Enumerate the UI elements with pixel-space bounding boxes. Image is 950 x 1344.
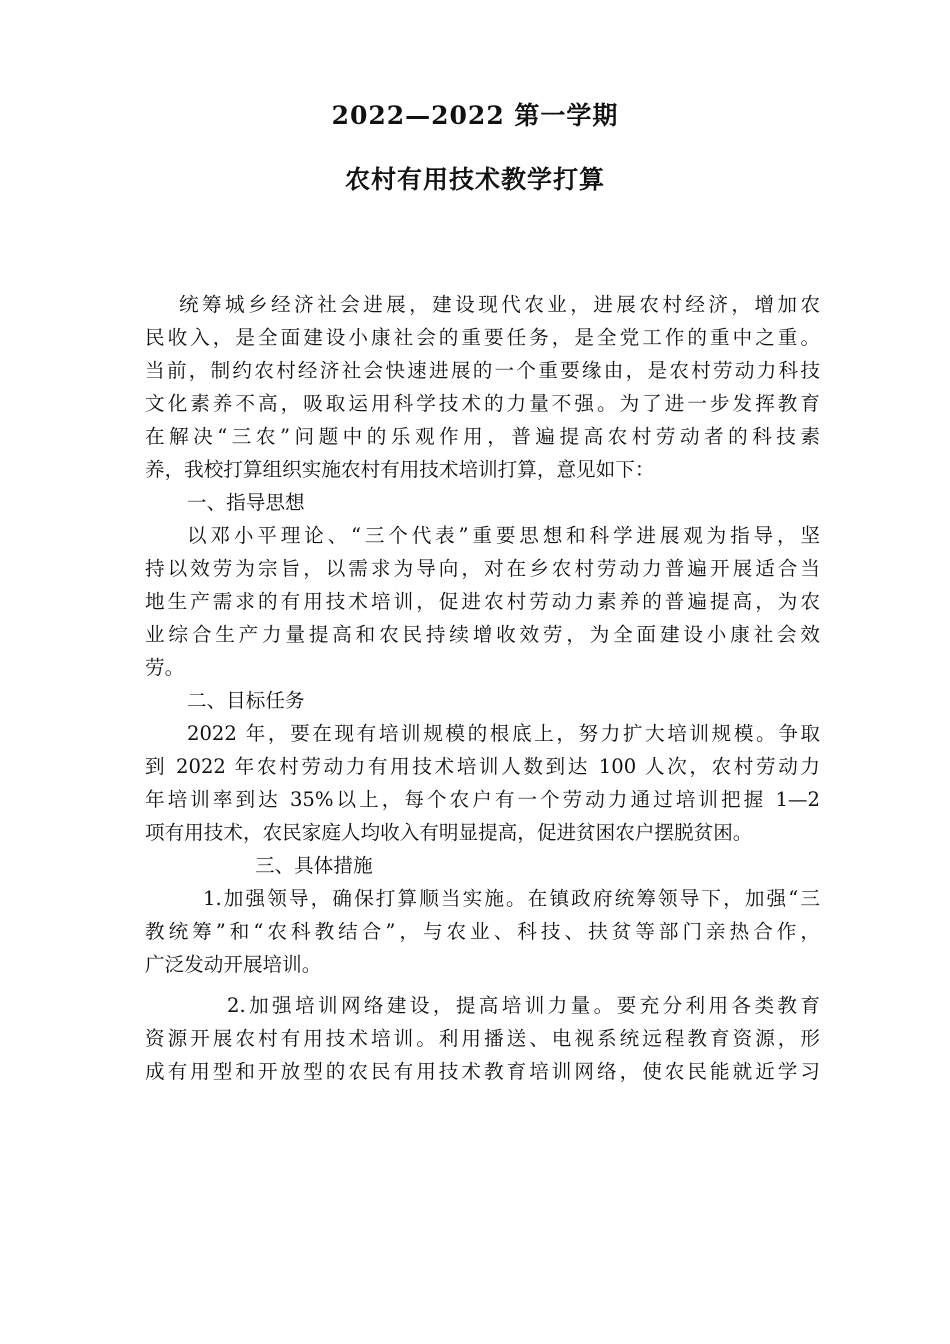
paragraph-line: 劳。 xyxy=(145,656,185,679)
document-title-plan: 农村有用技术教学打算 xyxy=(344,165,605,194)
paragraph-line: 资源开展农村有用技术培训。利用播送、电视系统远程教育资源，形 xyxy=(145,1027,820,1050)
paragraph-line: 文化素养不高，吸取运用科学技术的力量不强。为了进一步发挥教育 xyxy=(145,392,820,415)
paragraph-line: 养，我校打算组织实施农村有用技术培训打算，意见如下： xyxy=(145,458,655,481)
paragraph-line: 广泛发动开展培训。 xyxy=(145,953,322,976)
paragraph-line: 项有用技术，农民家庭人均收入有明显提高，促进贫困农户摆脱贫困。 xyxy=(145,821,753,844)
paragraph-line: 地生产需求的有用技术培训，促进农村劳动力素养的普遍提高，为农 xyxy=(145,590,820,613)
paragraph-line: 持以效劳为宗旨，以需求为导向，对在乡农村劳动力普遍开展适合当 xyxy=(145,557,820,580)
paragraph-line: 2.加强培训网络建设，提高培训力量。要充分利用各类教育 xyxy=(227,994,820,1017)
paragraph-line: 业综合生产力量提高和农民持续增收效劳，为全面建设小康社会效 xyxy=(145,623,820,646)
paragraph-line: 在解决“三农”问题中的乐观作用，普遍提高农村劳动者的科技素 xyxy=(145,425,820,448)
section-heading-goals: 二、目标任务 xyxy=(187,689,305,712)
section-heading-guiding-ideology: 一、指导思想 xyxy=(187,491,305,514)
paragraph-line: 2022 年，要在现有培训规模的根底上，努力扩大培训规模。争取 xyxy=(187,722,820,745)
paragraph-line: 年培训率到达 35%以上，每个农户有一个劳动力通过培训把握 1—2 xyxy=(145,788,820,811)
paragraph-line: 统筹城乡经济社会进展，建设现代农业，进展农村经济，增加农 xyxy=(179,293,820,316)
paragraph-line: 教统筹”和“农科教结合”，与农业、科技、扶贫等部门亲热合作， xyxy=(145,920,820,943)
paragraph-line: 成有用型和开放型的农民有用技术教育培训网络，使农民能就近学习 xyxy=(145,1060,820,1083)
section-heading-measures: 三、具体措施 xyxy=(255,854,373,877)
paragraph-line: 当前，制约农村经济社会快速进展的一个重要缘由，是农村劳动力科技 xyxy=(145,359,820,382)
document-body xyxy=(145,288,820,1088)
paragraph-line: 1.加强领导，确保打算顺当实施。在镇政府统筹领导下，加强“三 xyxy=(203,887,820,910)
paragraph-line: 到 2022 年农村劳动力有用技术培训人数到达 100 人次，农村劳动力 xyxy=(145,755,820,778)
document-title-semester: 2022—2022 第一学期 xyxy=(331,101,619,130)
paragraph-line: 以邓小平理论、“三个代表”重要思想和科学进展观为指导，坚 xyxy=(187,524,820,547)
paragraph-line: 民收入，是全面建设小康社会的重要任务，是全党工作的重中之重。 xyxy=(145,326,820,349)
